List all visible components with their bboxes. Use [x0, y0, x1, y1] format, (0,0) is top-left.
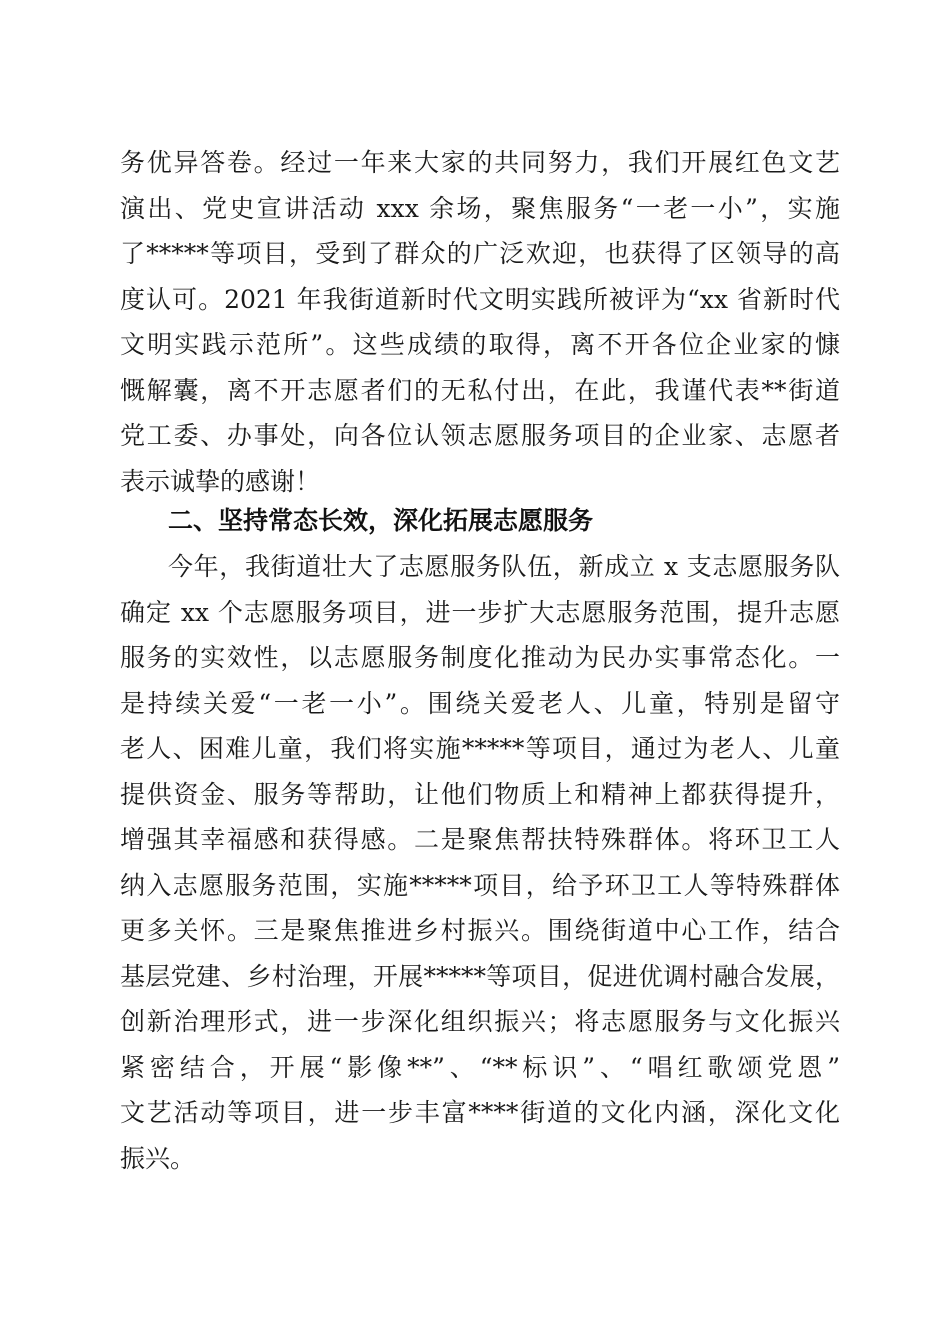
- text-line: 基层党建、乡村治理，开展*****等项目，促进优调村融合发展，: [120, 961, 840, 991]
- text-line: 文明实践示范所”。这些成绩的取得，离不开各位企业家的慷: [120, 330, 840, 359]
- text-line: 度认可。2021 年我街道新时代文明实践所被评为“xx 省新时代: [120, 284, 840, 314]
- text-line: 服务的实效性，以志愿服务制度化推动为民办实事常态化。一: [120, 643, 840, 672]
- paragraph-thanks: [120, 140, 840, 504]
- text-line: 表示诚挚的感谢！: [120, 466, 321, 496]
- text-line: 提供资金、服务等帮助，让他们物质上和精神上都获得提升，: [120, 779, 840, 809]
- text-line: 纳入志愿服务范围，实施*****项目，给予环卫工人等特殊群体: [120, 870, 840, 900]
- text-line: 务优异答卷。经过一年来大家的共同努力，我们开展红色文艺: [120, 148, 840, 177]
- text-line: 增强其幸福感和获得感。二是聚焦帮扶特殊群体。将环卫工人: [120, 825, 840, 854]
- text-line: 更多关怀。三是聚焦推进乡村振兴。围绕街道中心工作，结合: [120, 916, 840, 945]
- text-line: 了*****等项目，受到了群众的广泛欢迎，也获得了区领导的高: [120, 239, 840, 268]
- text-line: 振兴。: [120, 1143, 196, 1173]
- paragraph-volunteer-service: [120, 544, 840, 1181]
- text-line: 演出、党史宣讲活动 xxx 余场，聚焦服务“一老一小”，实施: [120, 193, 840, 223]
- text-line: 是持续关爱“一老一小”。围绕关爱老人、儿童，特别是留守: [120, 688, 840, 718]
- section-heading: 二、坚持常态长效，深化拓展志愿服务: [168, 506, 594, 535]
- text-line: 党工委、办事处，向各位认领志愿服务项目的企业家、志愿者: [120, 421, 840, 450]
- text-line: 文艺活动等项目，进一步丰富****街道的文化内涵，深化文化: [120, 1098, 840, 1127]
- text-line: 慨解囊，离不开志愿者们的无私付出，在此，我谨代表**街道: [120, 375, 840, 405]
- text-line: 今年，我街道壮大了志愿服务队伍，新成立 x 支志愿服务队: [168, 552, 840, 581]
- text-line: 确定 xx 个志愿服务项目，进一步扩大志愿服务范围，提升志愿: [120, 597, 840, 627]
- text-line: 创新治理形式，进一步深化组织振兴；将志愿服务与文化振兴: [120, 1007, 840, 1036]
- text-line: 老人、困难儿童，我们将实施*****等项目，通过为老人、儿童: [120, 734, 840, 763]
- text-line: 紧密结合，开展“影像**”、“**标识”、“唱红歌颂党恩”: [120, 1052, 840, 1082]
